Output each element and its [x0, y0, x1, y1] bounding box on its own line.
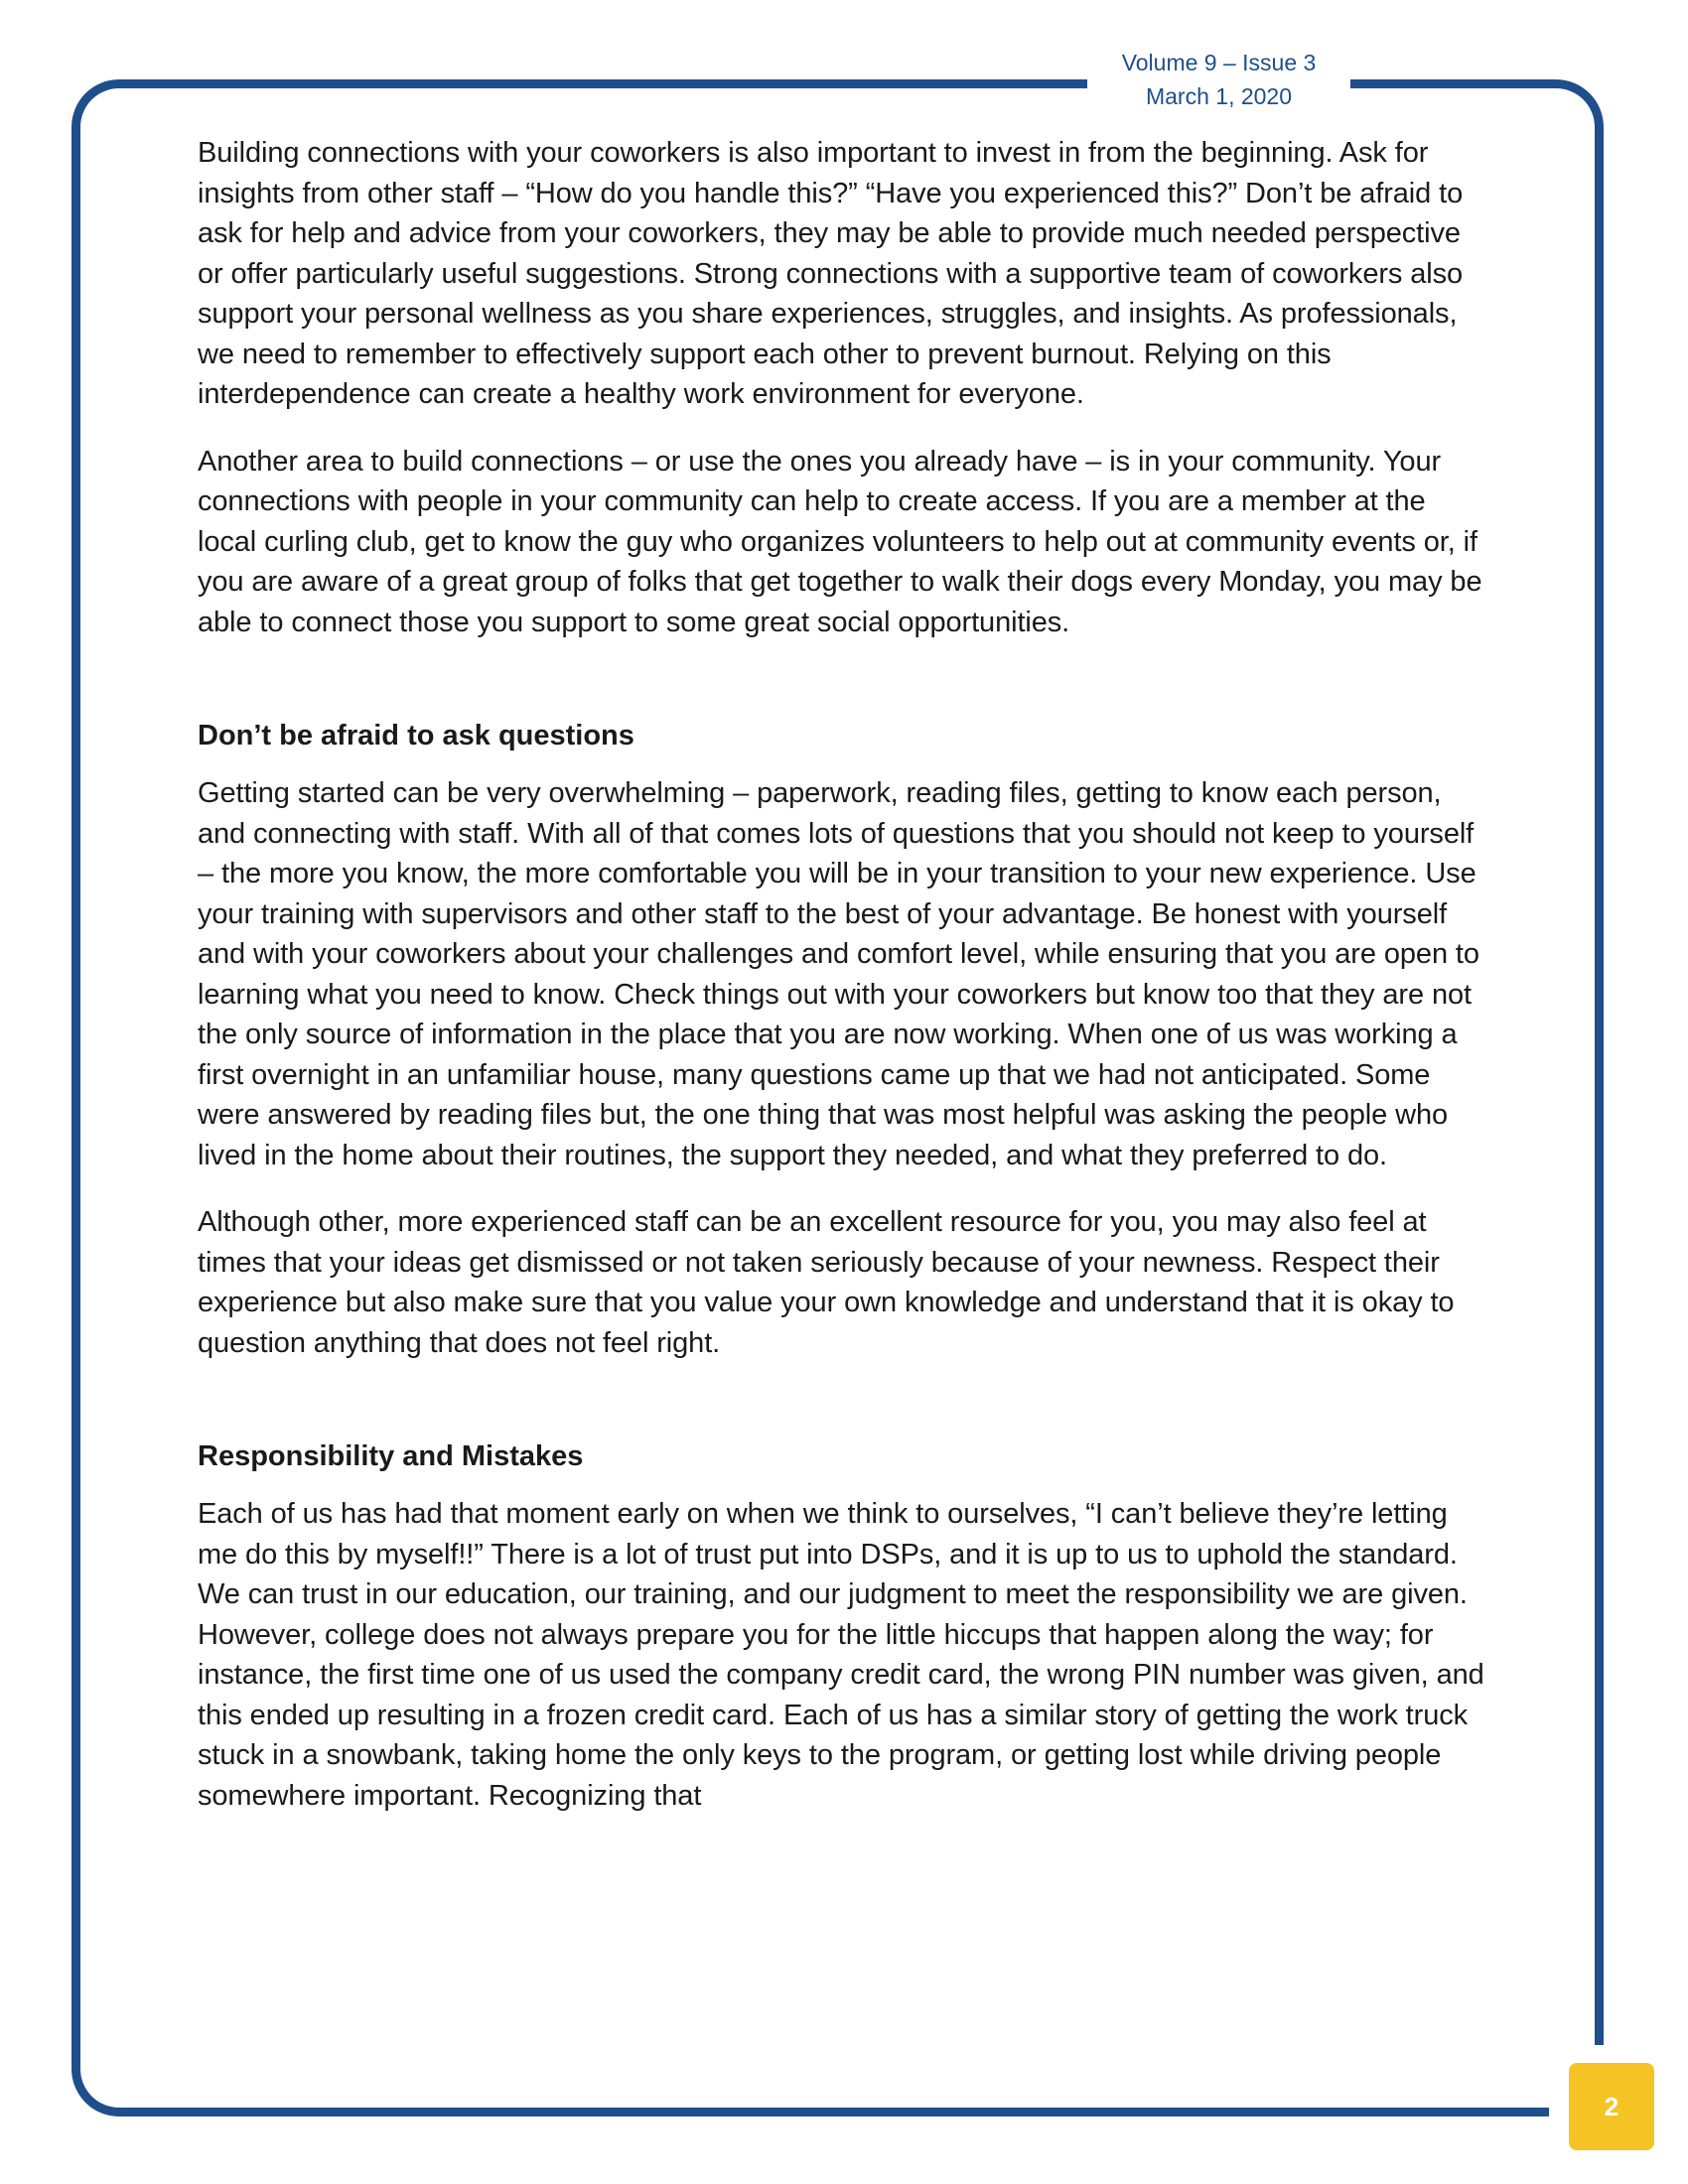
paragraph-getting-started: Getting started can be very overwhelming – paperwork, reading files, getting to know each person, and connecting with staff. With all of that comes lots of questions that you should not keep to yourself – the more you know, the more comfortable you will be in your transition to your new experience. Use your training with supervisors and other staff to the best of your advantage. Be honest with yourself and with your coworkers about your challenges and comfort level, while ensuring that you are open to learning what you need to know. Check things out with your coworkers but know too that they are not the only source of information in the place that you are now working. When one of us was working a first overnight in an unfamiliar house, many questions came up that we had not anticipated. Some were answered by reading files but, the one thing that was most helpful was asking the people who lived in the home about their routines, the support they needed, and what they preferred to do. — [198, 777, 1479, 1171]
section-heading-responsibility: Responsibility and Mistakes — [198, 1440, 584, 1472]
paragraph-coworker-connections: Building connections with your coworkers is also important to invest in from the beginning. Ask for insights from other staff – “How do you handle this?” “Have you experienced this?” Don’t be afraid to ask for help and advice from your coworkers, they may be able to provide much needed perspective or offer particularly useful suggestions. Strong connections with a supportive team of coworkers also support your personal wellness as you share experiences, struggles, and insights. As professionals, we need to remember to effectively support each other to prevent burnout. Relying on this interdependence can create a healthy work environment for everyone. — [198, 137, 1464, 410]
section-heading-questions: Don’t be afraid to ask questions — [198, 720, 634, 751]
paragraph-experienced-staff: Although other, more experienced staff can be an excellent resource for you, you may also feel at times that your ideas get dismissed or not taken seriously because of your newness. Respect their experience but also make sure that you value your own knowledge and understand that it is okay to question anything that does not feel right. — [198, 1206, 1455, 1359]
article-body — [198, 133, 1488, 1816]
volume-issue: Volume 9 – Issue 3 — [1121, 50, 1317, 75]
issue-date: March 1, 2020 — [1145, 83, 1293, 109]
page-number-badge: 2 — [1569, 2063, 1654, 2150]
issue-header — [1087, 46, 1350, 113]
paragraph-responsibility: Each of us has had that moment early on when we think to ourselves, “I can’t believe they’re letting me do this by myself!!” There is a lot of trust put into DSPs, and it is up to us to uphold the standard. We can trust in our education, our training, and our judgment to meet the responsibility we are given. However, college does not always prepare you for the little hiccups that happen along the way; for instance, the first time one of us used the company credit card, the wrong PIN number was given, and this ended up resulting in a frozen credit card. Each of us has a similar story of getting the work truck stuck in a snowbank, taking home the only keys to the program, or getting lost while driving people somewhere important. Recognizing that — [198, 1498, 1484, 1812]
paragraph-community-connections: Another area to build connections – or use the ones you already have – is in your community. Your connections with people in your community can help to create access. If you are a member at the local curling club, get to know the guy who organizes volunteers to help out at community events or, if you are aware of a great group of folks that get together to walk their dogs every Monday, you may be able to connect those you support to some great social opportunities. — [198, 445, 1482, 638]
